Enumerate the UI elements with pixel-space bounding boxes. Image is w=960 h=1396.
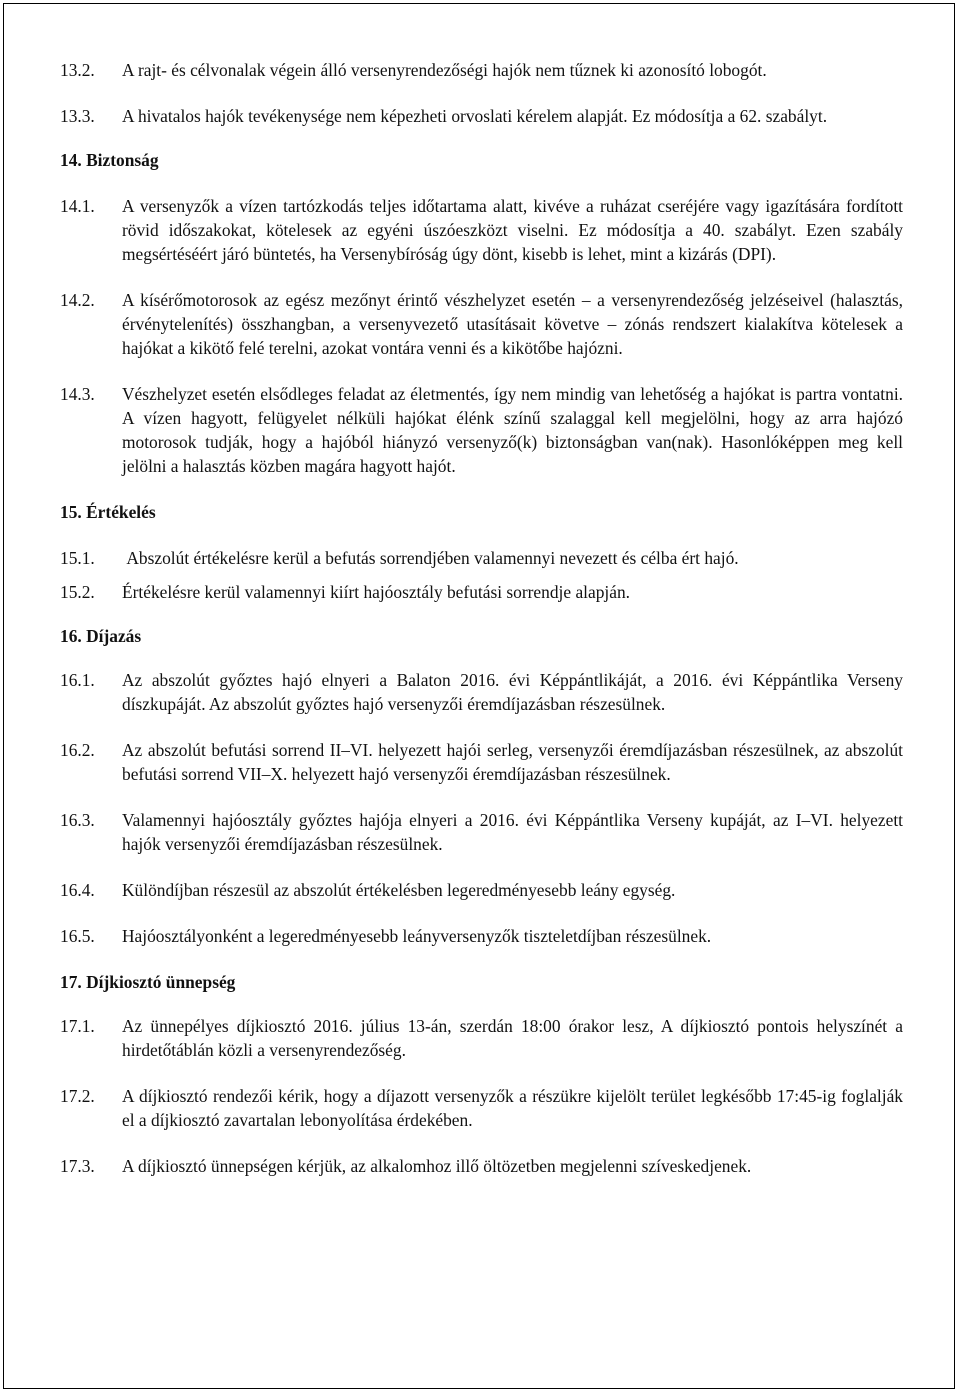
clause-14-3 [60, 382, 903, 478]
clause-number: 14.3. [60, 384, 95, 404]
clause-number: 16.1. [60, 670, 95, 690]
document-body [60, 58, 903, 1178]
clause-15-2 [60, 580, 903, 604]
clause-number: 15.2. [60, 582, 95, 602]
clause-16-5 [60, 924, 903, 948]
clause-number: 17.1. [60, 1016, 95, 1036]
section-heading-15: 15. Értékelés [60, 502, 156, 522]
clause-number: 15.1. [60, 548, 95, 568]
clause-number: 16.3. [60, 810, 95, 830]
clause-text: Az abszolút győztes hajó elnyeri a Balaton 2016. évi Képpántlikáját, a 2016. évi Képpántlika Verseny díszkupáját. Az abszolút győztes hajó versenyzői éremdíjazásban részesülnek. [122, 670, 903, 714]
clause-text: A díjkiosztó ünnepségen kérjük, az alkalomhoz illő öltözetben megjelenni szíveskedjenek. [122, 1156, 752, 1176]
clause-number: 13.2. [60, 60, 95, 80]
clause-text: Az abszolút befutási sorrend II–VI. helyezett hajói serleg, versenyzői éremdíjazásban részesülnek, az abszolút befutási sorrend VII–X. helyezett hajó versenyzői éremdíjazásban részesülnek. [122, 740, 903, 784]
clause-number: 17.2. [60, 1086, 95, 1106]
clause-number: 14.1. [60, 196, 95, 216]
clause-16-4 [60, 878, 903, 902]
clause-text: Vészhelyzet esetén elsődleges feladat az életmentés, így nem mindig van lehetőség a hajókat is partra vontatni. A vízen hagyott, felügyelet nélküli hajókat élénk színű szalaggal kell megjelölni, hogy az arra hajózó motorosok tudják, hogy a hajóból hiányzó versenyző(k) biztonságban van(nak). Hasonlóképpen meg kell jelölni a halasztás közben magára hagyott hajót. [122, 384, 903, 476]
clause-number: 16.2. [60, 740, 95, 760]
clause-16-3 [60, 808, 903, 856]
clause-13-2 [60, 58, 903, 82]
clause-number: 13.3. [60, 106, 95, 126]
clause-number: 16.5. [60, 926, 95, 946]
clause-text: A rajt- és célvonalak végein álló versenyrendezőségi hajók nem tűznek ki azonosító lobogót. [122, 60, 767, 80]
clause-17-3 [60, 1154, 903, 1178]
clause-text: Különdíjban részesül az abszolút értékelésben legeredményesebb leány egység. [122, 880, 676, 900]
clause-text: Értékelésre kerül valamennyi kiírt hajóosztály befutási sorrendje alapján. [122, 582, 630, 602]
clause-14-1 [60, 194, 903, 266]
clause-16-2 [60, 738, 903, 786]
clause-17-1 [60, 1014, 903, 1062]
clause-15-1 [60, 546, 903, 570]
section-heading-14: 14. Biztonság [60, 150, 159, 170]
clause-text: A versenyzők a vízen tartózkodás teljes időtartama alatt, kivéve a ruházat cseréjére vagy igazítására fordított rövid időszakokat, kötelesek az egyéni úszóeszközt viselni. Ez módosítja a 40. szabályt. Ezen szabály megsértéséért járó büntetés, ha Versenybíróság úgy dönt, kisebb is lehet, mint a kizárás (DPI). [122, 196, 903, 264]
clause-14-2 [60, 288, 903, 360]
clause-number: 16.4. [60, 880, 95, 900]
clause-number: 17.3. [60, 1156, 95, 1176]
clause-number: 14.2. [60, 290, 95, 310]
clause-text: A díjkiosztó rendezői kérik, hogy a díjazott versenyzők a részükre kijelölt terület legkésőbb 17:45-ig foglalják el a díjkiosztó zavartalan lebonyolítása érdekében. [122, 1086, 903, 1130]
clause-text: Hajóosztályonként a legeredményesebb leányversenyzők tiszteletdíjban részesülnek. [122, 926, 712, 946]
clause-17-2 [60, 1084, 903, 1132]
clause-16-1 [60, 668, 903, 716]
clause-text: Abszolút értékelésre kerül a befutás sorrendjében valamennyi nevezett és célba ért hajó. [122, 548, 739, 568]
section-heading-16: 16. Díjazás [60, 626, 142, 646]
clause-text: Az ünnepélyes díjkiosztó 2016. július 13-án, szerdán 18:00 órakor lesz, A díjkiosztó pontois helyszínét a hirdetőtáblán közli a versenyrendezőség. [122, 1016, 903, 1060]
clause-13-3 [60, 104, 903, 128]
clause-text: A kísérőmotorosok az egész mezőnyt érintő vészhelyzet esetén – a versenyrendezőség jelzéseivel (halasztás, érvénytelenítés) összhangban, a versenyvezető utasításait követve – zónás rendszert kialakítva kötelesek a hajókat a kikötő felé terelni, azokat vontára venni és a kikötőbe hajózni. [122, 290, 903, 358]
section-heading-17: 17. Díjkiosztó ünnepség [60, 972, 236, 992]
clause-text: Valamennyi hajóosztály győztes hajója elnyeri a 2016. évi Képpántlika Verseny kupáját, az I–VI. helyezett hajók versenyzői éremdíjazásban részesülnek. [122, 810, 903, 854]
clause-text: A hivatalos hajók tevékenysége nem képezheti orvoslati kérelem alapját. Ez módosítja a 62. szabályt. [122, 106, 828, 126]
